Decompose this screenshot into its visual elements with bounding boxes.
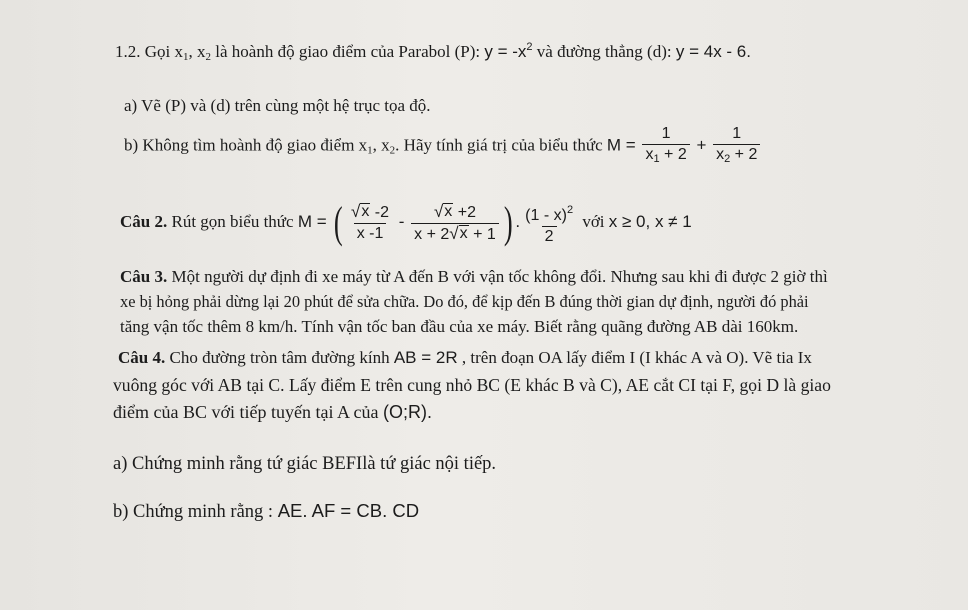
cau2-f2-den-a: x + 2	[414, 225, 450, 243]
cau2-f2-den-b: + 1	[468, 225, 496, 243]
cau4-part-b-text: b) Chứng minh rằng :	[113, 502, 278, 522]
q12b-frac2-den-a: x	[716, 146, 725, 163]
q12-sub2: 2	[205, 51, 211, 63]
q12b-frac2-num: 1	[732, 125, 742, 142]
cau2-condition: x ≥ 0, x ≠ 1	[608, 212, 692, 231]
question-2	[120, 192, 692, 252]
q12b-frac1-num: 1	[661, 125, 671, 142]
cau2-fraction-1: √ x -2 x -1	[351, 202, 390, 243]
cau4-label: Câu 4.	[118, 348, 166, 367]
cau2-text: Rút gọn biểu thức	[167, 212, 298, 231]
line-equation: y = 4x - 6.	[675, 42, 751, 61]
cau2-dot: .	[515, 212, 521, 231]
question-3-line-1	[120, 266, 828, 288]
cau2-fraction-3	[522, 201, 576, 246]
q12b-m-label: M =	[606, 135, 641, 155]
q12b-frac1-den-a: x	[645, 146, 654, 163]
q12-comma: , x	[188, 42, 206, 61]
q12b-frac2-den-b: + 2	[730, 146, 758, 163]
q12b-sub2: 2	[389, 144, 396, 157]
q12-mid: là hoành độ giao điểm của Parabol (P):	[211, 42, 485, 61]
q12b-text-b: . Hãy tính giá trị của biểu thức	[395, 135, 607, 155]
question-1-2-b	[124, 125, 762, 170]
q12b-text-a: b) Không tìm hoành độ giao điểm x	[124, 135, 368, 155]
cau4-part-b-eq: AE. AF = CB. CD	[277, 500, 420, 521]
q12b-frac1-den-sub: 1	[653, 153, 660, 165]
cau3-label: Câu 3.	[120, 267, 168, 286]
cau2-f3-num: (1 - x)	[525, 206, 567, 224]
q12b-comma: , x	[372, 135, 390, 155]
parabola-equation: y = -x	[484, 42, 527, 61]
cau2-f1-den: x -1	[354, 223, 387, 243]
cau2-f1-num-tail: -2	[370, 204, 390, 222]
q12b-frac2-den-sub: 2	[724, 153, 731, 165]
q12-lead: 1.2. Gọi x	[115, 42, 183, 61]
question-1-2	[115, 36, 751, 68]
parabola-exponent: 2	[526, 41, 533, 53]
cau4-diameter-eq: AB = 2R	[393, 348, 458, 367]
q12b-fraction-1	[642, 125, 689, 168]
question-4-part-a	[113, 453, 496, 475]
q12b-frac1-den-b: + 2	[659, 146, 687, 163]
cau2-m-label: M =	[297, 212, 332, 231]
question-1-2-a	[124, 95, 431, 117]
question-3-line-2	[120, 291, 809, 313]
cau4-line1-b: , trên đoạn OA lấy điểm I (I khác A và O). Vẽ tia Ix	[457, 348, 812, 367]
question-4-line-3	[113, 401, 432, 423]
cau3-line3: tăng vận tốc thêm 8 km/h. Tính vận tốc ban đầu của xe máy. Biết rằng quãng đường AB dài 160km.	[120, 317, 799, 336]
cau2-with: với	[578, 212, 609, 231]
cau2-f3-exponent: 2	[566, 203, 574, 216]
q12a-text: a) Vẽ (P) và (d) trên cùng một hệ trục tọa độ.	[124, 96, 431, 115]
cau2-f3-den: 2	[542, 226, 557, 246]
cau2-f2-den-radicand: x	[459, 224, 468, 242]
cau3-line1: Một người dự định đi xe máy từ A đến B với vận tốc không đổi. Nhưng sau khi đi được 2 giờ thì	[167, 267, 828, 286]
q12b-fraction-2	[713, 125, 760, 168]
cau2-f2-num-radicand: x	[444, 202, 453, 220]
cau2-f2-num-tail: +2	[453, 203, 476, 221]
cau2-label: Câu 2.	[120, 212, 168, 231]
q12-sub1: 1	[183, 51, 189, 63]
cau4-line2: vuông góc với AB tại C. Lấy điểm E trên cung nhỏ BC (E khác B và C), AE cắt CI tại F, gọi D là giao	[113, 375, 831, 395]
q12b-sub1: 1	[367, 144, 373, 157]
q12b-plus: +	[691, 135, 712, 155]
cau4-circle-label: (O;R).	[382, 402, 432, 422]
question-4-line-1	[118, 347, 812, 369]
cau4-line3-a: điểm của BC với tiếp tuyến tại A của	[113, 402, 383, 422]
cau2-right-paren: )	[503, 198, 513, 248]
question-3-line-3	[120, 316, 798, 338]
cau2-f1-num-radicand: x	[361, 203, 370, 221]
cau2-minus: -	[394, 212, 410, 231]
cau3-line2: xe bị hỏng phải dừng lại 20 phút để sửa chữa. Do đó, để kịp đến B đúng thời gian dự định, người đó phải	[120, 292, 809, 311]
cau4-part-a: a) Chứng minh rằng tứ giác BEFIlà tứ giác nội tiếp.	[113, 454, 497, 474]
cau2-left-paren: (	[334, 198, 344, 248]
cau2-fraction-2: √ x +2 x + 2 √ x + 1	[411, 203, 499, 244]
question-4-line-2	[113, 374, 831, 396]
q12-mid2: và đường thẳng (d):	[532, 42, 676, 61]
question-4-part-b	[113, 500, 419, 523]
cau4-line1-a: Cho đường tròn tâm đường kính	[165, 348, 394, 367]
